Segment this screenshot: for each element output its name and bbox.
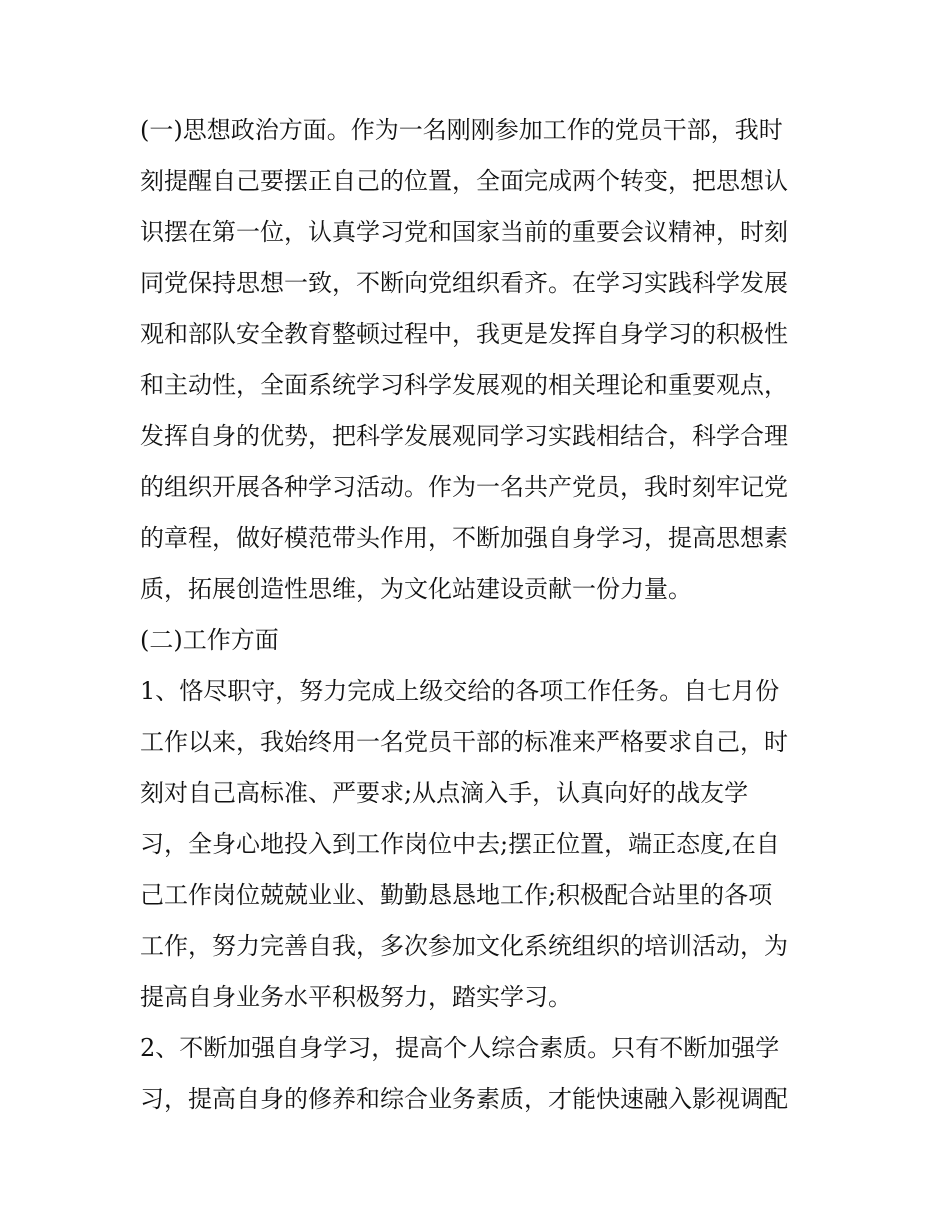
text-line: 1、恪尽职守，努力完成上级交给的各项工作任务。自七月份 [140, 677, 780, 705]
text-line: 习，提高自身的修养和综合业务素质，才能快速融入影视调配 [140, 1085, 788, 1113]
text-line: 刻对自己高标准、严要求;从点滴入手，认真向好的战友学 [140, 779, 749, 807]
text-line: 提高自身业务水平积极努力，踏实学习。 [140, 983, 572, 1011]
section-heading: (二)工作方面 [140, 626, 279, 654]
text-line: 的组织开展各种学习活动。作为一名共产党员，我时刻牢记党 [140, 473, 788, 501]
text-line: 习，全身心地投入到工作岗位中去;摆正位置，端正态度,在自 [140, 830, 780, 858]
text-line: 识摆在第一位，认真学习党和国家当前的重要会议精神，时刻 [140, 218, 788, 246]
text-line: 工作，努力完善自我，多次参加文化系统组织的培训活动，为 [140, 932, 788, 960]
text-line: 2、不断加强自身学习，提高个人综合素质。只有不断加强学 [140, 1034, 780, 1062]
text-line: 和主动性，全面系统学习科学发展观的相关理论和重要观点， [140, 371, 788, 399]
text-line: (一)思想政治方面。作为一名刚刚参加工作的党员干部，我时 [140, 116, 783, 144]
text-line: 质，拓展创造性思维，为文化站建设贡献一份力量。 [140, 575, 692, 603]
text-line: 的章程，做好模范带头作用，不断加强自身学习，提高思想素 [140, 524, 788, 552]
text-line: 观和部队安全教育整顿过程中，我更是发挥自身学习的积极性 [140, 320, 788, 348]
text-line: 己工作岗位兢兢业业、勤勤恳恳地工作;积极配合站里的各项 [140, 881, 773, 909]
text-line: 发挥自身的优势，把科学发展观同学习实践相结合，科学合理 [140, 422, 788, 450]
text-line: 同党保持思想一致，不断向党组织看齐。在学习实践科学发展 [140, 269, 788, 297]
text-line: 刻提醒自己要摆正自己的位置，全面完成两个转变，把思想认 [140, 167, 788, 195]
text-line: 工作以来，我始终用一名党员干部的标准来严格要求自己，时 [140, 728, 788, 756]
